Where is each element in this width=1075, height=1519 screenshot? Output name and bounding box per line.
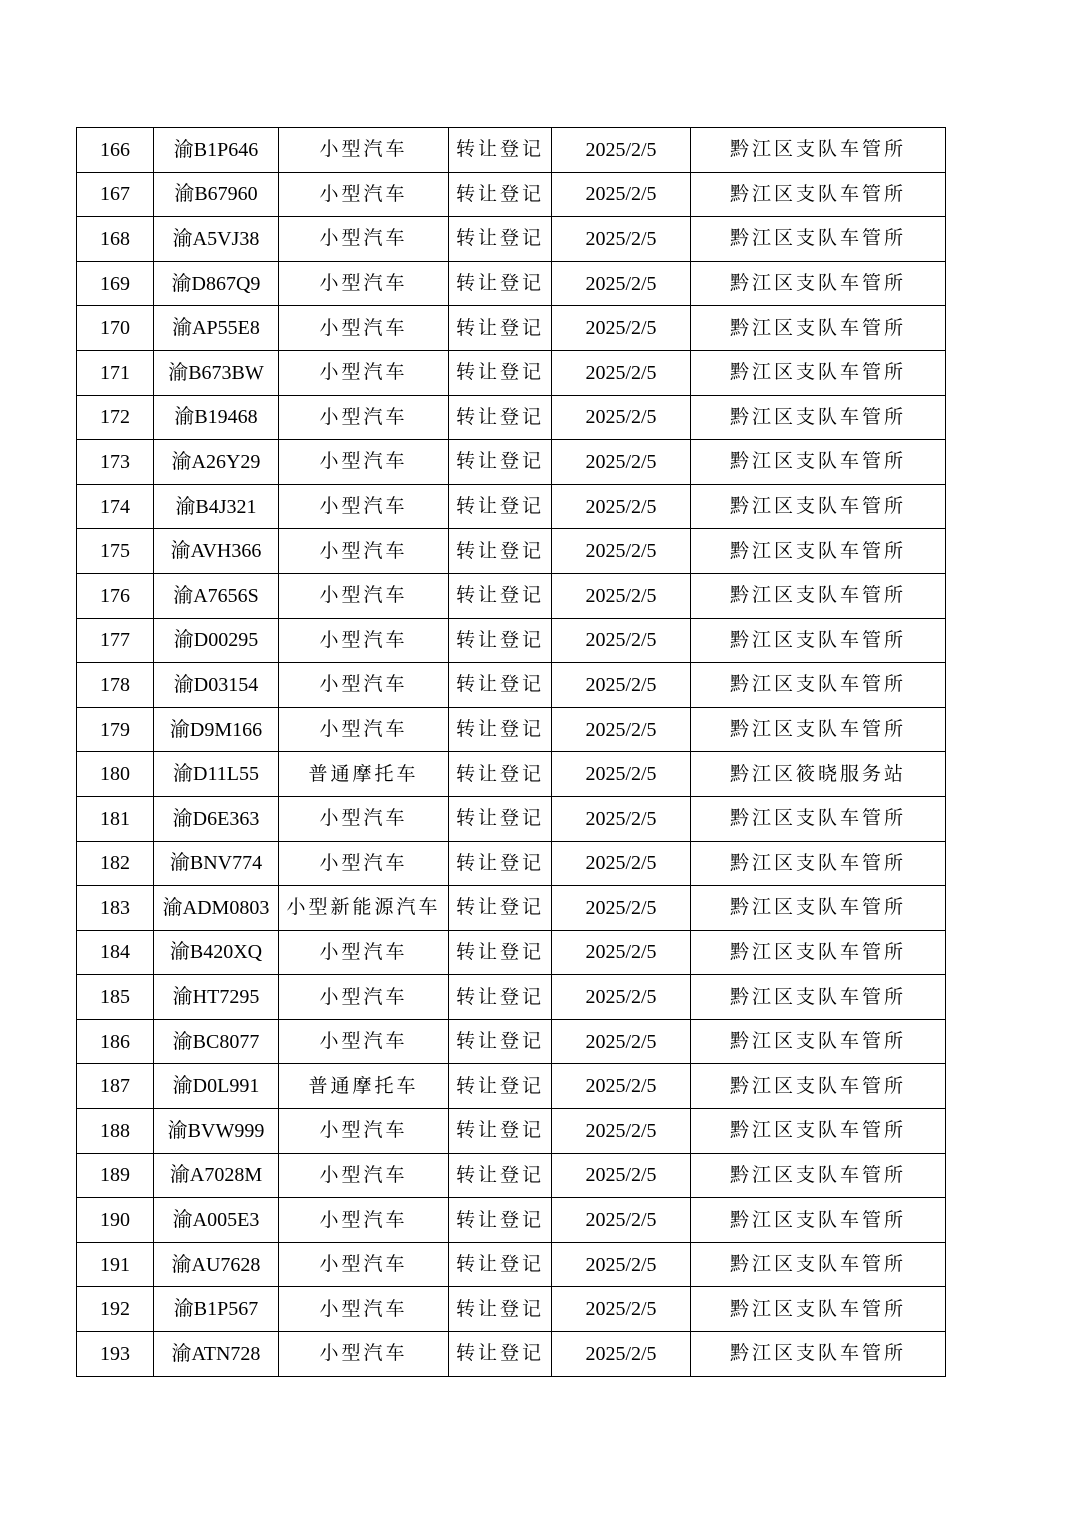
table-row	[77, 796, 946, 841]
cell-row-number: 192	[77, 1287, 154, 1332]
table-row	[77, 172, 946, 217]
cell-office: 黔江区支队车管所	[691, 306, 946, 351]
cell-vehicle-type: 小型汽车	[279, 395, 449, 440]
cell-vehicle-type: 小型汽车	[279, 1109, 449, 1154]
cell-row-number: 193	[77, 1332, 154, 1377]
cell-date: 2025/2/5	[552, 1332, 691, 1377]
cell-business-type: 转让登记	[449, 886, 552, 931]
cell-row-number: 185	[77, 975, 154, 1020]
cell-vehicle-type: 小型汽车	[279, 261, 449, 306]
table-row	[77, 1109, 946, 1154]
cell-plate-number: 渝BVW999	[154, 1109, 279, 1154]
cell-business-type: 转让登记	[449, 484, 552, 529]
cell-business-type: 转让登记	[449, 1064, 552, 1109]
cell-date: 2025/2/5	[552, 886, 691, 931]
cell-date: 2025/2/5	[552, 930, 691, 975]
cell-business-type: 转让登记	[449, 752, 552, 797]
cell-office: 黔江区支队车管所	[691, 350, 946, 395]
cell-date: 2025/2/5	[552, 128, 691, 173]
table-row	[77, 350, 946, 395]
table-row	[77, 1198, 946, 1243]
table-row	[77, 484, 946, 529]
cell-date: 2025/2/5	[552, 529, 691, 574]
cell-row-number: 176	[77, 573, 154, 618]
cell-date: 2025/2/5	[552, 841, 691, 886]
cell-vehicle-type: 小型汽车	[279, 1153, 449, 1198]
cell-business-type: 转让登记	[449, 1198, 552, 1243]
cell-vehicle-type: 小型汽车	[279, 350, 449, 395]
cell-plate-number: 渝B1P567	[154, 1287, 279, 1332]
cell-office: 黔江区支队车管所	[691, 484, 946, 529]
cell-office: 黔江区支队车管所	[691, 707, 946, 752]
cell-office: 黔江区支队车管所	[691, 1287, 946, 1332]
cell-plate-number: 渝AU7628	[154, 1242, 279, 1287]
cell-date: 2025/2/5	[552, 484, 691, 529]
cell-business-type: 转让登记	[449, 306, 552, 351]
cell-date: 2025/2/5	[552, 573, 691, 618]
table-row	[77, 663, 946, 708]
cell-row-number: 181	[77, 796, 154, 841]
cell-plate-number: 渝B1P646	[154, 128, 279, 173]
cell-date: 2025/2/5	[552, 1019, 691, 1064]
cell-vehicle-type: 小型汽车	[279, 796, 449, 841]
cell-vehicle-type: 小型汽车	[279, 128, 449, 173]
table-row	[77, 618, 946, 663]
cell-business-type: 转让登记	[449, 1332, 552, 1377]
cell-business-type: 转让登记	[449, 1287, 552, 1332]
cell-office: 黔江区支队车管所	[691, 1064, 946, 1109]
cell-office: 黔江区支队车管所	[691, 930, 946, 975]
cell-office: 黔江区支队车管所	[691, 261, 946, 306]
cell-vehicle-type: 小型汽车	[279, 306, 449, 351]
cell-office: 黔江区支队车管所	[691, 663, 946, 708]
cell-plate-number: 渝B673BW	[154, 350, 279, 395]
cell-row-number: 191	[77, 1242, 154, 1287]
cell-plate-number: 渝BNV774	[154, 841, 279, 886]
cell-row-number: 170	[77, 306, 154, 351]
cell-plate-number: 渝BC8077	[154, 1019, 279, 1064]
cell-row-number: 188	[77, 1109, 154, 1154]
table-row	[77, 261, 946, 306]
cell-plate-number: 渝A26Y29	[154, 440, 279, 485]
cell-date: 2025/2/5	[552, 663, 691, 708]
cell-office: 黔江区支队车管所	[691, 529, 946, 574]
cell-row-number: 167	[77, 172, 154, 217]
cell-business-type: 转让登记	[449, 663, 552, 708]
cell-plate-number: 渝D00295	[154, 618, 279, 663]
table-row	[77, 1287, 946, 1332]
cell-business-type: 转让登记	[449, 217, 552, 262]
cell-business-type: 转让登记	[449, 841, 552, 886]
cell-office: 黔江区支队车管所	[691, 128, 946, 173]
table-row	[77, 128, 946, 173]
cell-row-number: 173	[77, 440, 154, 485]
cell-row-number: 178	[77, 663, 154, 708]
cell-plate-number: 渝B19468	[154, 395, 279, 440]
cell-row-number: 175	[77, 529, 154, 574]
cell-vehicle-type: 小型汽车	[279, 841, 449, 886]
cell-business-type: 转让登记	[449, 395, 552, 440]
cell-office: 黔江区支队车管所	[691, 841, 946, 886]
cell-row-number: 182	[77, 841, 154, 886]
cell-vehicle-type: 小型汽车	[279, 1019, 449, 1064]
cell-plate-number: 渝D6E363	[154, 796, 279, 841]
cell-vehicle-type: 小型汽车	[279, 217, 449, 262]
cell-vehicle-type: 小型新能源汽车	[279, 886, 449, 931]
cell-plate-number: 渝HT7295	[154, 975, 279, 1020]
cell-plate-number: 渝ADM0803	[154, 886, 279, 931]
table-row	[77, 217, 946, 262]
cell-date: 2025/2/5	[552, 975, 691, 1020]
cell-office: 黔江区支队车管所	[691, 1242, 946, 1287]
cell-plate-number: 渝D867Q9	[154, 261, 279, 306]
cell-date: 2025/2/5	[552, 796, 691, 841]
cell-business-type: 转让登记	[449, 172, 552, 217]
table-row	[77, 395, 946, 440]
cell-row-number: 186	[77, 1019, 154, 1064]
cell-vehicle-type: 普通摩托车	[279, 1064, 449, 1109]
cell-business-type: 转让登记	[449, 573, 552, 618]
cell-vehicle-type: 小型汽车	[279, 1242, 449, 1287]
table-row	[77, 306, 946, 351]
cell-vehicle-type: 小型汽车	[279, 663, 449, 708]
cell-row-number: 171	[77, 350, 154, 395]
cell-office: 黔江区支队车管所	[691, 1198, 946, 1243]
cell-office: 黔江区支队车管所	[691, 217, 946, 262]
cell-business-type: 转让登记	[449, 975, 552, 1020]
cell-date: 2025/2/5	[552, 306, 691, 351]
cell-plate-number: 渝A7028M	[154, 1153, 279, 1198]
cell-plate-number: 渝AVH366	[154, 529, 279, 574]
cell-office: 黔江区支队车管所	[691, 172, 946, 217]
cell-vehicle-type: 小型汽车	[279, 1287, 449, 1332]
cell-business-type: 转让登记	[449, 930, 552, 975]
cell-plate-number: 渝D03154	[154, 663, 279, 708]
table-row	[77, 886, 946, 931]
table-row	[77, 707, 946, 752]
cell-vehicle-type: 小型汽车	[279, 1198, 449, 1243]
table-row	[77, 975, 946, 1020]
cell-plate-number: 渝D0L991	[154, 1064, 279, 1109]
cell-row-number: 187	[77, 1064, 154, 1109]
cell-vehicle-type: 小型汽车	[279, 573, 449, 618]
cell-business-type: 转让登记	[449, 529, 552, 574]
cell-date: 2025/2/5	[552, 752, 691, 797]
cell-business-type: 转让登记	[449, 618, 552, 663]
cell-office: 黔江区支队车管所	[691, 440, 946, 485]
cell-business-type: 转让登记	[449, 1242, 552, 1287]
cell-row-number: 166	[77, 128, 154, 173]
cell-vehicle-type: 普通摩托车	[279, 752, 449, 797]
cell-row-number: 169	[77, 261, 154, 306]
cell-plate-number: 渝A5VJ38	[154, 217, 279, 262]
cell-row-number: 180	[77, 752, 154, 797]
cell-date: 2025/2/5	[552, 350, 691, 395]
cell-date: 2025/2/5	[552, 217, 691, 262]
cell-office: 黔江区支队车管所	[691, 618, 946, 663]
cell-vehicle-type: 小型汽车	[279, 172, 449, 217]
table-row	[77, 1332, 946, 1377]
cell-office: 黔江区支队车管所	[691, 975, 946, 1020]
cell-office: 黔江区支队车管所	[691, 1332, 946, 1377]
cell-vehicle-type: 小型汽车	[279, 484, 449, 529]
cell-plate-number: 渝AP55E8	[154, 306, 279, 351]
cell-business-type: 转让登记	[449, 1109, 552, 1154]
cell-vehicle-type: 小型汽车	[279, 707, 449, 752]
cell-business-type: 转让登记	[449, 128, 552, 173]
cell-row-number: 172	[77, 395, 154, 440]
cell-row-number: 184	[77, 930, 154, 975]
cell-vehicle-type: 小型汽车	[279, 1332, 449, 1377]
cell-office: 黔江区支队车管所	[691, 886, 946, 931]
cell-row-number: 189	[77, 1153, 154, 1198]
cell-row-number: 179	[77, 707, 154, 752]
cell-row-number: 168	[77, 217, 154, 262]
cell-vehicle-type: 小型汽车	[279, 930, 449, 975]
cell-business-type: 转让登记	[449, 707, 552, 752]
cell-office: 黔江区支队车管所	[691, 1153, 946, 1198]
cell-plate-number: 渝ATN728	[154, 1332, 279, 1377]
cell-vehicle-type: 小型汽车	[279, 975, 449, 1020]
table-row	[77, 573, 946, 618]
vehicle-registration-table	[76, 127, 946, 1377]
cell-row-number: 174	[77, 484, 154, 529]
cell-office: 黔江区支队车管所	[691, 1019, 946, 1064]
cell-office: 黔江区支队车管所	[691, 1109, 946, 1154]
cell-office: 黔江区支队车管所	[691, 796, 946, 841]
cell-plate-number: 渝B420XQ	[154, 930, 279, 975]
cell-business-type: 转让登记	[449, 440, 552, 485]
table-row	[77, 841, 946, 886]
cell-vehicle-type: 小型汽车	[279, 529, 449, 574]
cell-vehicle-type: 小型汽车	[279, 440, 449, 485]
cell-date: 2025/2/5	[552, 440, 691, 485]
cell-row-number: 190	[77, 1198, 154, 1243]
cell-date: 2025/2/5	[552, 1287, 691, 1332]
cell-office: 黔江区筱晓服务站	[691, 752, 946, 797]
table-row	[77, 1064, 946, 1109]
cell-date: 2025/2/5	[552, 1109, 691, 1154]
cell-business-type: 转让登记	[449, 1153, 552, 1198]
cell-plate-number: 渝B4J321	[154, 484, 279, 529]
cell-office: 黔江区支队车管所	[691, 573, 946, 618]
table-row	[77, 752, 946, 797]
cell-date: 2025/2/5	[552, 707, 691, 752]
table-row	[77, 440, 946, 485]
table-body	[77, 128, 946, 1377]
cell-date: 2025/2/5	[552, 261, 691, 306]
cell-date: 2025/2/5	[552, 395, 691, 440]
table-row	[77, 1242, 946, 1287]
table-row	[77, 930, 946, 975]
cell-plate-number: 渝A7656S	[154, 573, 279, 618]
cell-date: 2025/2/5	[552, 172, 691, 217]
cell-date: 2025/2/5	[552, 1242, 691, 1287]
cell-office: 黔江区支队车管所	[691, 395, 946, 440]
cell-plate-number: 渝B67960	[154, 172, 279, 217]
cell-plate-number: 渝D11L55	[154, 752, 279, 797]
cell-date: 2025/2/5	[552, 1198, 691, 1243]
cell-row-number: 183	[77, 886, 154, 931]
cell-date: 2025/2/5	[552, 1153, 691, 1198]
cell-date: 2025/2/5	[552, 1064, 691, 1109]
cell-plate-number: 渝D9M166	[154, 707, 279, 752]
table-row	[77, 1019, 946, 1064]
table-row	[77, 1153, 946, 1198]
cell-business-type: 转让登记	[449, 796, 552, 841]
cell-business-type: 转让登记	[449, 350, 552, 395]
cell-row-number: 177	[77, 618, 154, 663]
table-row	[77, 529, 946, 574]
cell-vehicle-type: 小型汽车	[279, 618, 449, 663]
cell-business-type: 转让登记	[449, 261, 552, 306]
cell-plate-number: 渝A005E3	[154, 1198, 279, 1243]
cell-date: 2025/2/5	[552, 618, 691, 663]
cell-business-type: 转让登记	[449, 1019, 552, 1064]
